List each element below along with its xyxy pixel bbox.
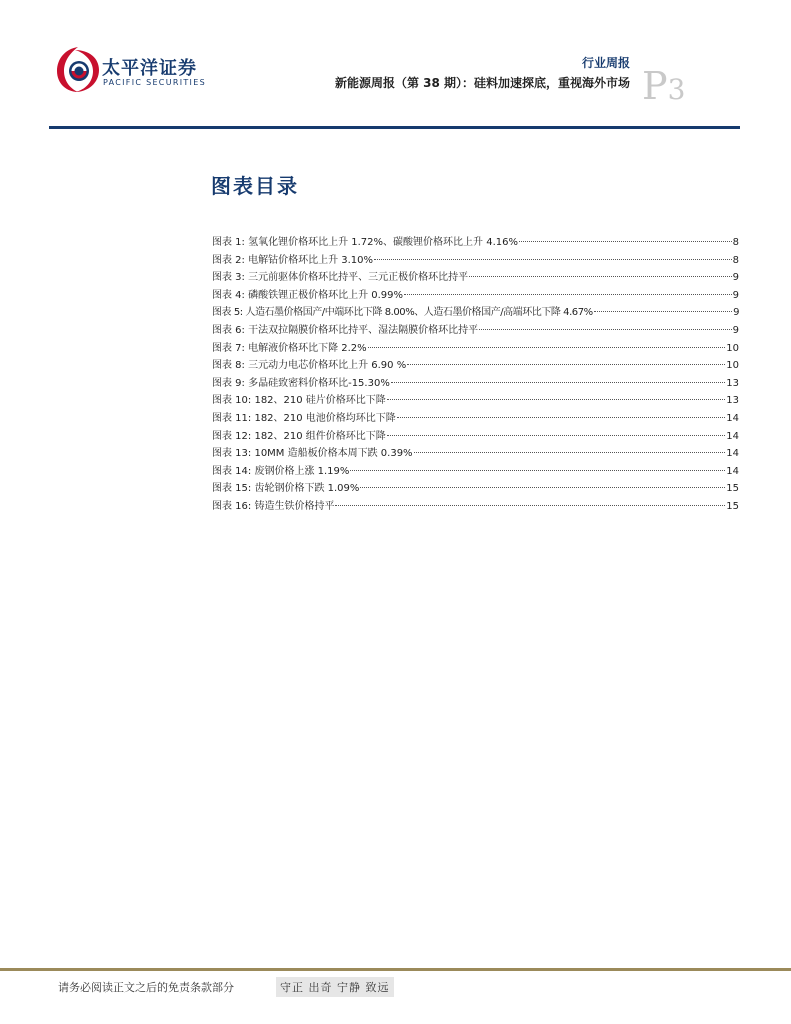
toc-leader-dots bbox=[350, 469, 725, 471]
toc-item[interactable] bbox=[212, 234, 739, 252]
toc-leader-dots bbox=[397, 416, 725, 418]
toc-item[interactable] bbox=[212, 340, 739, 358]
toc-leader-dots bbox=[404, 293, 732, 295]
disclaimer-notice: 请务必阅读正文之后的免责条款部分 bbox=[58, 981, 234, 994]
toc-item-label: 图表 14: 废钢价格上涨 1.19% bbox=[212, 465, 350, 477]
toc-item-page: 14 bbox=[726, 430, 739, 442]
toc-item-label: 图表 1: 氢氧化锂价格环比上升 1.72%、碳酸锂价格环比上升 4.16% bbox=[212, 237, 518, 248]
toc-leader-dots bbox=[469, 275, 732, 277]
toc-leader-dots bbox=[360, 486, 725, 488]
toc-item[interactable] bbox=[212, 498, 739, 516]
toc-item-label: 图表 6: 干法双拉隔膜价格环比持平、湿法隔膜价格环比持平 bbox=[212, 324, 479, 336]
toc-item[interactable] bbox=[212, 357, 739, 375]
toc-leader-dots bbox=[414, 451, 726, 453]
toc-leader-dots bbox=[335, 504, 725, 506]
header-divider bbox=[49, 126, 740, 129]
toc-item[interactable] bbox=[212, 410, 739, 428]
toc-item[interactable] bbox=[212, 445, 739, 463]
toc-leader-dots bbox=[387, 398, 725, 400]
toc-item-page: 9 bbox=[732, 272, 739, 284]
toc-item-page: 9 bbox=[732, 324, 739, 336]
toc-item-label: 图表 11: 182、210 电池价格均环比下降 bbox=[212, 412, 396, 424]
toc-item-label: 图表 12: 182、210 组件价格环比下降 bbox=[212, 430, 386, 442]
toc-leader-dots bbox=[594, 310, 732, 312]
company-logo bbox=[55, 44, 215, 94]
page-number bbox=[642, 64, 685, 108]
toc-item-page: 15 bbox=[726, 500, 739, 512]
toc-item-label: 图表 3: 三元前驱体价格环比持平、三元正极价格环比持平 bbox=[212, 272, 469, 284]
footer-divider bbox=[0, 968, 791, 971]
page-number-letter: P bbox=[642, 64, 668, 108]
toc-leader-dots bbox=[407, 363, 725, 365]
report-title: 新能源周报（第 38 期）：硅料加速探底，重视海外市场 bbox=[334, 76, 630, 90]
toc-item-label: 图表 8: 三元动力电芯价格环比上升 6.90 % bbox=[212, 360, 407, 372]
toc-item[interactable] bbox=[212, 463, 739, 481]
toc-heading: 图表目录 bbox=[211, 174, 299, 198]
toc-item-label: 图表 9: 多晶硅致密料价格环比-15.30% bbox=[212, 377, 390, 389]
toc-item-page: 10 bbox=[726, 360, 739, 372]
toc-item-page: 14 bbox=[726, 465, 739, 477]
toc-item-page: 14 bbox=[726, 412, 739, 424]
toc-leader-dots bbox=[387, 434, 725, 436]
toc-leader-dots bbox=[391, 381, 725, 383]
company-motto: 守正 出奇 宁静 致远 bbox=[276, 977, 394, 997]
toc-item[interactable] bbox=[212, 322, 739, 340]
toc-item[interactable] bbox=[212, 287, 739, 305]
toc-leader-dots bbox=[374, 258, 732, 260]
toc-item[interactable] bbox=[212, 269, 739, 287]
toc-leader-dots bbox=[479, 328, 732, 330]
toc-item-label: 图表 5: 人造石墨价格国产/中端环比下降 8.00%、人造石墨价格国产/高端环比下降 4.67% bbox=[212, 307, 593, 319]
toc-item[interactable] bbox=[212, 304, 739, 322]
pacific-securities-logo-icon bbox=[55, 44, 101, 94]
toc-item-page: 8 bbox=[732, 237, 739, 248]
toc-item-label: 图表 7: 电解液价格环比下降 2.2% bbox=[212, 342, 367, 354]
toc-item[interactable] bbox=[212, 480, 739, 498]
toc-item-page: 9 bbox=[733, 307, 739, 319]
toc-item-page: 13 bbox=[726, 395, 739, 407]
toc-item-page: 14 bbox=[726, 448, 739, 460]
toc-item-label: 图表 16: 铸造生铁价格持平 bbox=[212, 500, 335, 512]
toc-item[interactable] bbox=[212, 252, 739, 270]
toc-item-page: 15 bbox=[726, 483, 739, 495]
toc-item-page: 10 bbox=[726, 342, 739, 354]
page-number-digit: 3 bbox=[667, 73, 686, 106]
toc-item-label: 图表 15: 齿轮钢价格下跌 1.09% bbox=[212, 483, 360, 495]
toc-item-page: 9 bbox=[732, 289, 739, 301]
logo-chinese-name: 太平洋证券 bbox=[102, 58, 197, 79]
toc-leader-dots bbox=[368, 346, 726, 348]
toc-item-label: 图表 4: 磷酸铁锂正极价格环比上升 0.99% bbox=[212, 289, 404, 301]
toc-item-label: 图表 10: 182、210 硅片价格环比下降 bbox=[212, 395, 386, 407]
report-type-label: 行业周报 bbox=[581, 56, 630, 70]
table-of-figures bbox=[212, 234, 739, 516]
toc-item[interactable] bbox=[212, 375, 739, 393]
toc-item-page: 8 bbox=[732, 254, 739, 266]
toc-item-label: 图表 13: 10MM 造船板价格本周下跌 0.39% bbox=[212, 448, 413, 460]
toc-item-label: 图表 2: 电解钴价格环比上升 3.10% bbox=[212, 254, 374, 266]
toc-item[interactable] bbox=[212, 428, 739, 446]
toc-leader-dots bbox=[519, 240, 732, 242]
toc-item-page: 13 bbox=[726, 377, 739, 389]
logo-english-name: PACIFIC SECURITIES bbox=[103, 78, 206, 87]
toc-item[interactable] bbox=[212, 392, 739, 410]
